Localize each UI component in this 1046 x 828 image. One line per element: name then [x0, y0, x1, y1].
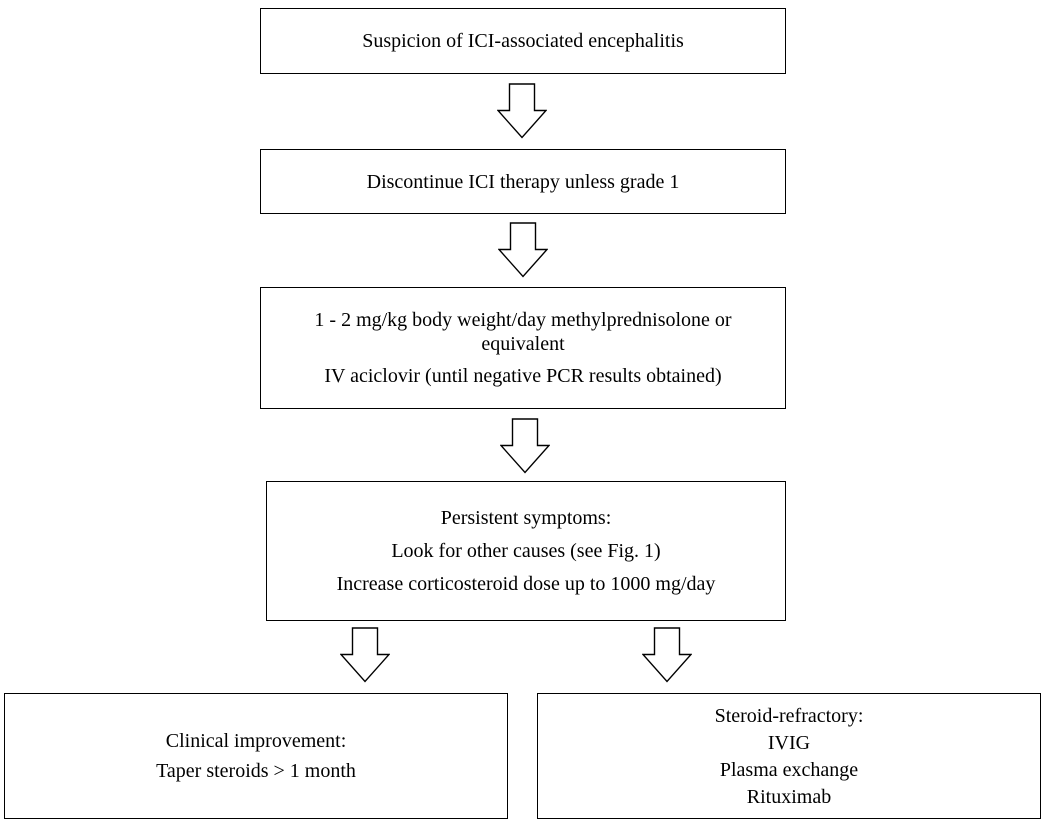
edge-persistent-to-refractory: [642, 627, 692, 683]
node-text-line: Plasma exchange: [719, 758, 859, 781]
down-arrow-icon: [340, 627, 390, 683]
node-text-line: Look for other causes (see Fig. 1): [391, 540, 661, 562]
node-text-line: IV aciclovir (until negative PCR results obtained): [324, 365, 722, 387]
node-text-line: Suspicion of ICI-associated encephalitis: [362, 30, 684, 52]
node-text-line: Discontinue ICI therapy unless grade 1: [366, 170, 680, 193]
node-text-line: Steroid-refractory:: [714, 704, 864, 727]
node-text-line: 1 - 2 mg/kg body weight/day methylprednisolone or equivalent: [314, 309, 732, 355]
node-persistent-symptoms: [266, 481, 786, 621]
node-initial-treatment: [260, 287, 786, 409]
node-text-line: IVIG: [767, 731, 811, 754]
node-text-line: Taper steroids > 1 month: [156, 760, 356, 782]
edge-suspicion-to-discontinue: [497, 83, 547, 139]
down-arrow-icon: [642, 627, 692, 683]
node-clinical-improvement: [4, 693, 508, 819]
down-arrow-icon: [498, 222, 548, 278]
edge-discontinue-to-treatment: [498, 222, 548, 278]
node-text-line: Increase corticosteroid dose up to 1000 mg/day: [336, 573, 716, 595]
edge-persistent-to-improvement: [340, 627, 390, 683]
node-steroid-refractory: [537, 693, 1041, 819]
down-arrow-icon: [497, 83, 547, 139]
node-text-line: Rituximab: [746, 785, 832, 808]
node-discontinue-ici: [260, 149, 786, 214]
edge-treatment-to-persistent: [500, 418, 550, 474]
node-text-line: Clinical improvement:: [165, 730, 347, 752]
node-suspicion: [260, 8, 786, 74]
down-arrow-icon: [500, 418, 550, 474]
node-text-line: Persistent symptoms:: [440, 507, 612, 529]
